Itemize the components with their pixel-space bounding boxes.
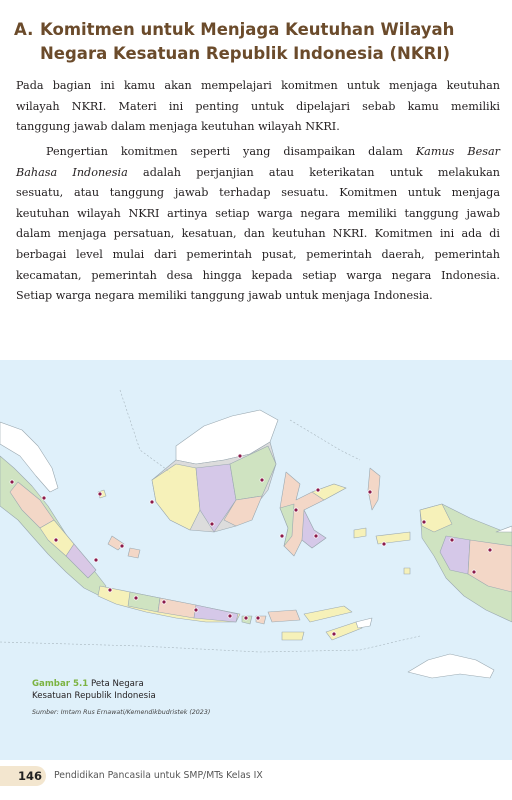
capital-marker [368, 490, 372, 494]
book-title: Pendidikan Pancasila untuk SMP/MTs Kelas IX [54, 770, 263, 781]
page-footer [0, 762, 512, 800]
figure-caption-line-2: Kesatuan Republik Indonesia [32, 691, 156, 701]
paragraph-line: Setiap warga negara memiliki tanggung jawab untuk menjaga Indonesia. [16, 289, 433, 303]
figure-label: Gambar 5.1 [32, 679, 89, 689]
capital-marker [54, 538, 58, 542]
figure-source: Sumber: Imtam Rus Ernawati/Kemendikbudristek (2023) [32, 709, 211, 716]
sea-border [120, 390, 170, 472]
capital-marker [108, 588, 112, 592]
section-title-line-1: Komitmen untuk Menjaga Keutuhan Wilayah [40, 20, 455, 39]
paragraph-line: kecamatan, pemerintah desa hingga kepada setiap warga negara Indonesia. [16, 268, 500, 282]
definition-paragraph [16, 142, 500, 307]
capital-marker [488, 548, 492, 552]
section-title-line-2: Negara Kesatuan Republik Indonesia (NKRI) [40, 44, 451, 63]
sumbawa-island [268, 610, 300, 622]
capital-marker [210, 522, 214, 526]
maluku-islands [404, 568, 410, 574]
capital-marker [150, 500, 154, 504]
capital-marker [260, 478, 264, 482]
paragraph-text: adalah perjanjian atau keterikatan untuk melakukan [127, 165, 500, 179]
capital-marker [294, 508, 298, 512]
capital-marker [316, 488, 320, 492]
paragraph-line [16, 163, 500, 184]
belitung-island [128, 548, 140, 558]
book-title-italic: Kamus Besar [415, 145, 500, 158]
book-title-italic: Bahasa Indonesia [16, 165, 128, 179]
sulawesi-province [302, 510, 326, 548]
capital-marker [120, 544, 124, 548]
capital-marker [194, 608, 198, 612]
paragraph-line: Pada bagian ini kamu akan mempelajari komitmen untuk menjaga keutuhan [16, 79, 500, 92]
paragraph-line: keutuhan wilayah NKRI artinya setiap warga negara memiliki tanggung jawab [16, 206, 500, 220]
paragraph-line: sesuatu, atau tanggung jawab terhadap sesuatu. Komitmen untuk menjaga [16, 186, 500, 200]
capital-marker [10, 480, 14, 484]
halmahera-island [368, 468, 380, 510]
sea-border [290, 420, 360, 460]
paragraph-line: wilayah NKRI. Materi ini penting untuk dipelajari sebab kamu memiliki [16, 99, 500, 113]
flores-island [304, 606, 352, 622]
paragraph-line: berbagai level mulai dari pemerintah pusat, pemerintah daerah, pemerintah [16, 247, 500, 261]
paragraph-line: tanggung jawab dalam menjaga keutuhan wilayah NKRI. [16, 120, 340, 134]
capital-marker [244, 616, 248, 620]
capital-marker [42, 496, 46, 500]
capital-marker [256, 616, 260, 620]
capital-marker [450, 538, 454, 542]
papua-new-guinea [496, 526, 512, 532]
capital-marker [134, 596, 138, 600]
seram-island [376, 532, 410, 544]
section-number: A. [14, 20, 34, 39]
capital-marker [98, 492, 102, 496]
intro-paragraph [16, 76, 500, 138]
sea-border [0, 636, 420, 652]
timor-leste [356, 618, 372, 628]
capital-marker [332, 632, 336, 636]
australia [408, 654, 494, 678]
capital-marker [228, 614, 232, 618]
capital-marker [94, 558, 98, 562]
java-province [128, 592, 160, 612]
buru-island [354, 528, 366, 538]
page-number: 146 [0, 766, 46, 786]
capital-marker [382, 542, 386, 546]
paragraph-text: Pengertian komitmen seperti yang disampaikan dalam [46, 145, 416, 158]
paragraph-line: dalam menjaga persatuan, kesatuan, dan keutuhan NKRI. Komitmen ini ada di [16, 227, 500, 241]
capital-marker [472, 570, 476, 574]
capital-marker [162, 600, 166, 604]
sumba-island [282, 632, 304, 640]
capital-marker [422, 520, 426, 524]
capital-marker [238, 454, 242, 458]
section-heading [14, 18, 494, 66]
figure-caption [32, 678, 332, 702]
figure-caption-line-1: Peta Negara [90, 679, 144, 689]
paragraph-line [16, 142, 500, 163]
capital-marker [314, 534, 318, 538]
capital-marker [280, 534, 284, 538]
